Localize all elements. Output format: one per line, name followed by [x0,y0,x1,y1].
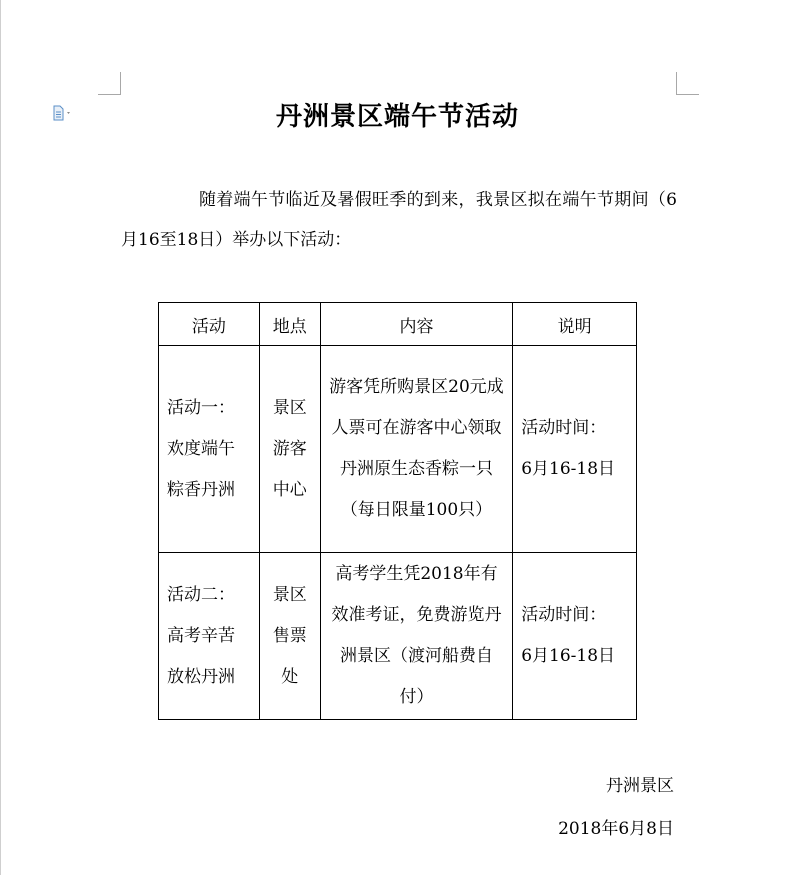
document-title: 丹洲景区端午节活动 [275,102,519,132]
note-label: 活动时间： [521,605,607,625]
location-cell: 景区游客中心 [259,346,320,553]
note-label: 活动时间： [521,418,607,438]
intro-paragraph: 随着端午节临近及暑假旺季的到来，我景区拟在端午节期间（6月16至18日）举办以下活动： [121,190,677,250]
header-note: 说明 [513,303,637,346]
note-date: 6月16-18日 [521,646,616,666]
activity-cell: 活动一：欢度端午粽香丹洲 [159,346,260,553]
content-cell: 游客凭所购景区20元成人票可在游客中心领取丹洲原生态香粽一只（每日限量100只） [320,346,513,553]
header-content: 内容 [320,303,513,346]
signature-organization: 丹洲景区 [606,776,674,796]
table-header-row [159,303,637,346]
note-cell [513,553,637,720]
table-row [159,553,637,720]
margin-corner-top-left [98,72,121,95]
activities-table [158,302,637,720]
location-cell: 景区售票处 [259,553,320,720]
signature-date: 2018年6月8日 [558,819,674,839]
header-activity: 活动 [159,303,260,346]
header-location: 地点 [259,303,320,346]
note-cell [513,346,637,553]
note-date: 6月16-18日 [521,459,616,479]
activity-cell: 活动二：高考辛苦放松丹洲 [159,553,260,720]
content-cell: 高考学生凭2018年有效准考证，免费游览丹洲景区（渡河船费自付） [320,553,513,720]
margin-corner-top-right [676,72,699,95]
table-row [159,346,637,553]
